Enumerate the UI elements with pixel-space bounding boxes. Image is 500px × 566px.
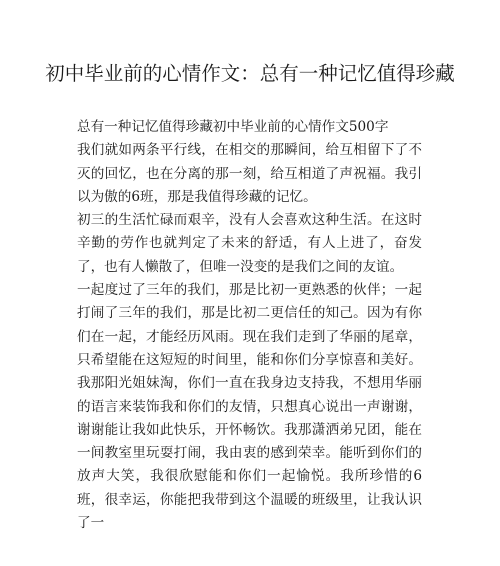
- document-title: 初中毕业前的心情作文：总有一种记忆值得珍藏: [45, 62, 455, 85]
- document-body: [77, 116, 422, 535]
- paragraph: 一起度过了三年的我们，那是比初一更熟悉的伙伴；一起打闹了三年的我们，那是比初二更信任的知己。因为有你们在一起，才能经历风雨。现在我们走到了华丽的尾章，只希望能在这短短的时间里，能和你们分享惊喜和美好。我那阳光姐妹淘，你们一直在我身边支持我，不想用华丽的语言来装饰我和你们的友情，只想真心说出一声谢谢，谢谢能让我如此快乐，开怀畅饮。我那潇洒弟兄团，能在一间教室里玩耍打闹，我由衷的感到荣幸。能听到你们的放声大笑，我很欣慰能和你们一起愉悦。我所珍惜的6班，很幸运，你能把我带到这个温暖的班级里，让我认识了一: [77, 282, 422, 532]
- paragraph: 初三的生活忙碌而艰辛，没有人会喜欢这种生活。在这时辛勤的劳作也就判定了未来的舒适，有人上进了，奋发了，也有人懒散了，但唯一没变的是我们之间的友谊。: [77, 212, 422, 275]
- document-subtitle: 总有一种记忆值得珍藏初中毕业前的心情作文500字: [77, 119, 389, 135]
- paragraph: 我们就如两条平行线，在相交的那瞬间，给互相留下了不灭的回忆，也在分离的那一刻，给互相道了声祝福。我引以为傲的6班，那是我值得珍藏的记忆。: [77, 142, 422, 205]
